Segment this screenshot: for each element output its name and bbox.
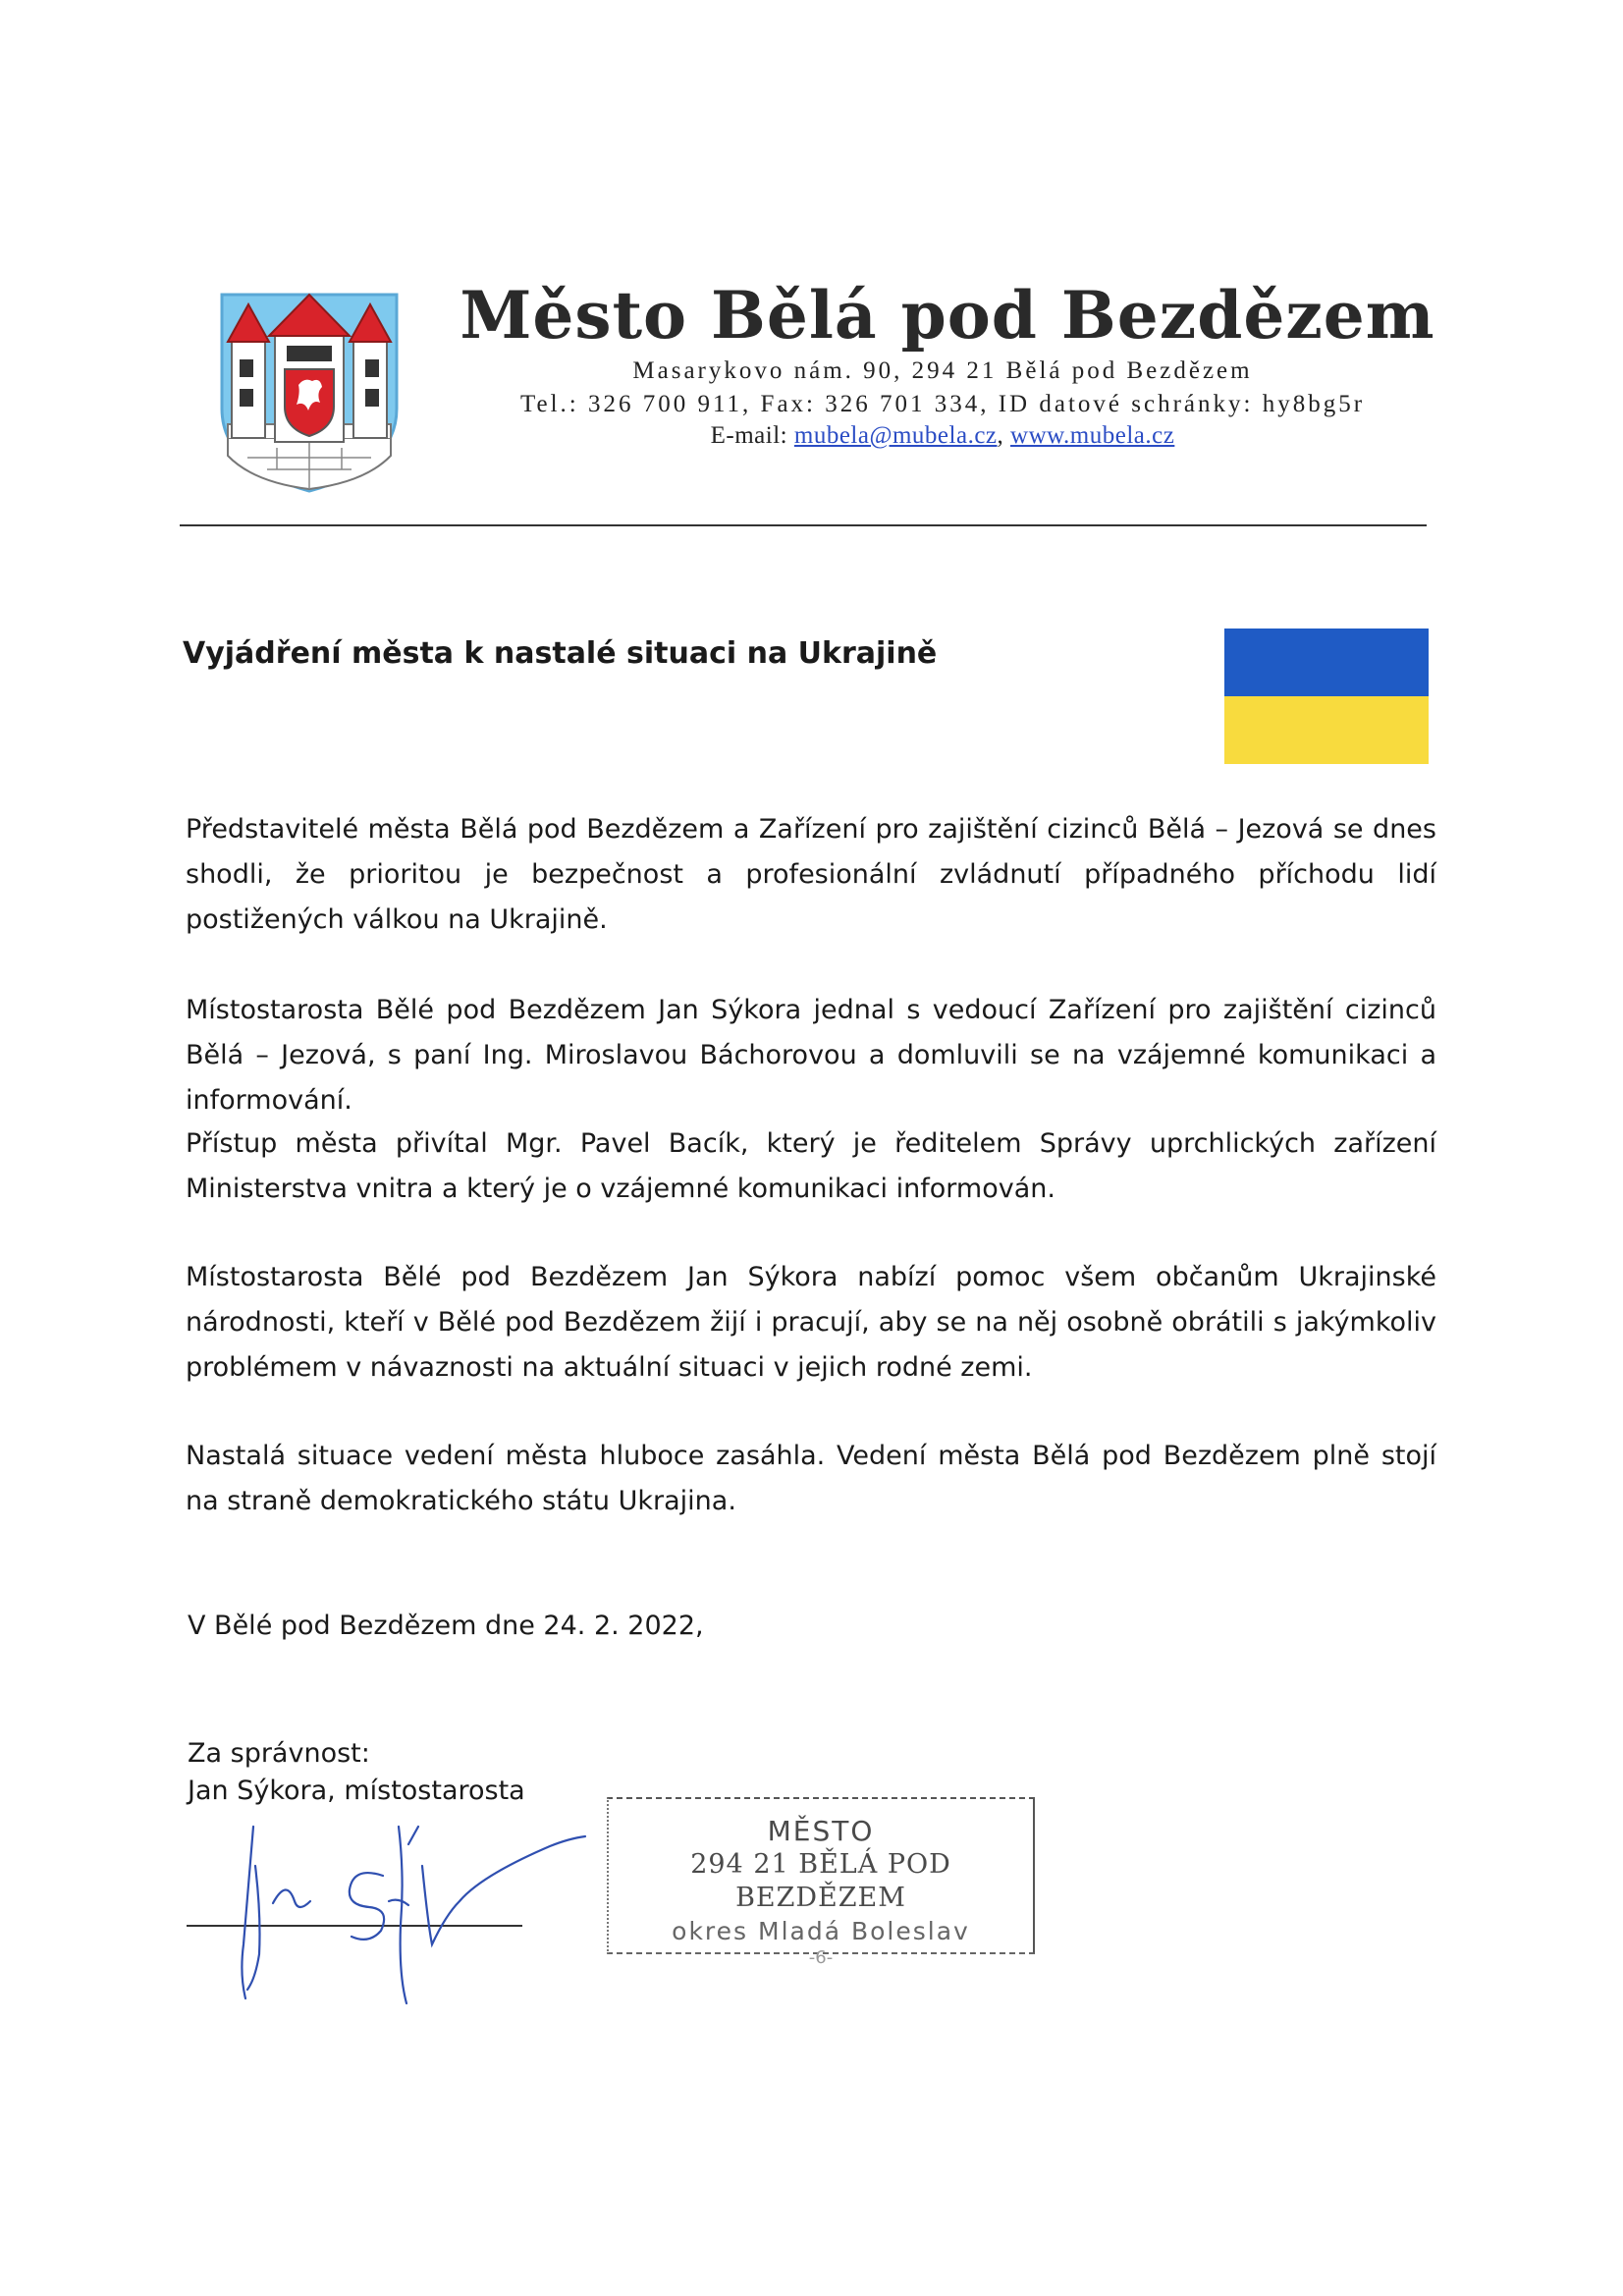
paragraph: Přístup města přivítal Mgr. Pavel Bacík, který je ředitelem Správy uprchlických zařízení Ministerstva vnitra a který je o vzájemné komunikaci informován. (186, 1128, 1436, 1204)
email-label: E-mail: (710, 422, 788, 449)
official-stamp (607, 1797, 1035, 1968)
signature-label: Za správnost: (188, 1738, 370, 1769)
stamp-address: 294 21 BĚLÁ POD BEZDĚZEM (690, 1849, 951, 1913)
email-link[interactable]: mubela@mubela.cz (793, 422, 998, 449)
city-contact-line: Tel.: 326 700 911, Fax: 326 701 334, ID datové schránky: hy8bg5r (519, 391, 1366, 417)
stamp-number: -6- (808, 1947, 834, 1968)
paragraph: Místostarosta Bělé pod Bezdězem Jan Sýkora jednal s vedoucí Zařízení pro zajištění cizinců Bělá – Jezová, s paní Ing. Miroslavou Báchorovou a domluvili se na vzájemné komunikaci a informování. (186, 995, 1436, 1116)
flag-blue-stripe (1224, 629, 1429, 696)
city-address: Masarykovo nám. 90, 294 21 Bělá pod Bezdězem (632, 357, 1253, 384)
flag-yellow-stripe (1224, 696, 1429, 764)
date-line: V Bělé pod Bezdězem dne 24. 2. 2022, (188, 1611, 704, 1641)
header-divider (180, 524, 1427, 526)
coat-of-arms-logo (218, 291, 401, 495)
signer-name: Jan Sýkora, místostarosta (188, 1776, 525, 1806)
handwritten-signature (226, 1807, 599, 2023)
paragraph: Místostarosta Bělé pod Bezdězem Jan Sýkora nabízí pomoc všem občanům Ukrajinské národnosti, kteří v Bělé pod Bezdězem žijí i pracují, aby se na něj osobně obrátili s jakýmkoliv problémem v návaznosti na aktuální situaci v jejich rodné zemi. (186, 1262, 1436, 1383)
city-name-title: Město Bělá pod Bezdězem (460, 277, 1435, 354)
statement-heading: Vyjádření města k nastalé situaci na Ukrajině (183, 636, 938, 671)
stamp-district: okres Mladá Boleslav (672, 1917, 970, 1945)
stamp-title: MĚSTO (767, 1815, 875, 1847)
paragraph: Nastalá situace vedení města hluboce zasáhla. Vedení města Bělá pod Bezdězem plně stojí na straně demokratického státu Ukrajina. (186, 1441, 1436, 1516)
email-separator: , (997, 422, 1004, 449)
city-email-line (511, 422, 1375, 450)
website-link[interactable]: www.mubela.cz (1010, 422, 1175, 449)
ukraine-flag-icon (1224, 629, 1429, 764)
paragraph: Představitelé města Bělá pod Bezdězem a Zařízení pro zajištění cizinců Bělá – Jezová se dnes shodli, že prioritou je bezpečnost a profesionální zvládnutí případného příchodu lidí postižených válkou na Ukrajině. (186, 814, 1436, 935)
